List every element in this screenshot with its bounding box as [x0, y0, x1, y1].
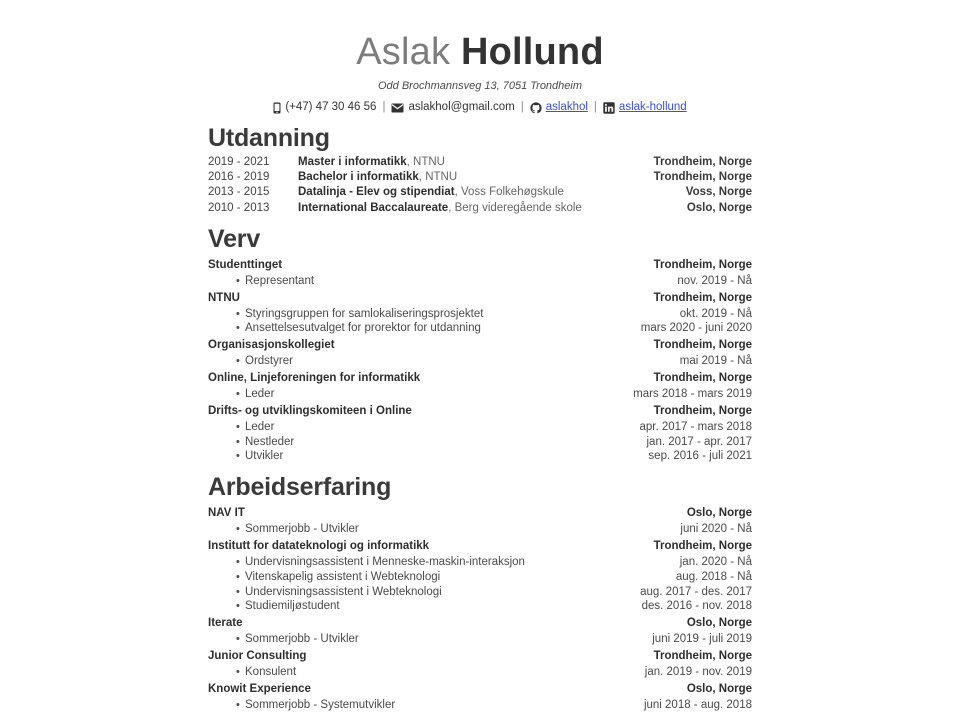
table-row: [208, 680, 752, 698]
org-block: [208, 504, 752, 537]
envelope-icon: [391, 103, 404, 113]
role-title: • Undervisningsassistent i Menneske-maskin-interaksjon: [245, 555, 525, 568]
section-title-verv: Verv: [208, 224, 261, 253]
education-date: 2010 - 2013: [208, 201, 270, 214]
list-item: [208, 420, 752, 435]
address-line: Odd Brochmannsveg 13, 7051 Trondheim: [377, 80, 583, 92]
github-icon: [530, 102, 542, 114]
email-address: aslakhol@gmail.com: [408, 101, 515, 113]
role-list: [208, 555, 752, 614]
education-degree: Bachelor i informatikk: [298, 171, 419, 184]
org-block: [208, 289, 752, 337]
linkedin-item[interactable]: [603, 100, 687, 115]
org-name: Institutt for datateknologi og informatikk: [208, 539, 430, 552]
table-row: [208, 402, 752, 420]
list-item: [208, 307, 752, 322]
table-row: [208, 256, 752, 274]
org-block: [208, 336, 752, 369]
list-item: [208, 555, 752, 570]
org-block: [208, 647, 752, 680]
contact-separator: |: [382, 101, 386, 113]
role-date: mars 2020 - juni 2020: [640, 322, 752, 335]
role-title: • Sommerjobb - Utvikler: [245, 523, 359, 536]
org-block: [208, 680, 752, 713]
table-row: [208, 155, 752, 170]
table-row: [208, 614, 752, 632]
section-utdanning: [208, 123, 752, 216]
first-name: Aslak: [356, 31, 451, 73]
role-list: [208, 698, 752, 713]
role-title: • Vitenskapelig assistent i Webteknologi: [245, 570, 441, 583]
role-date: jan. 2019 - nov. 2019: [644, 665, 752, 678]
org-block: [208, 369, 752, 402]
education-degree: Master i informatikk: [298, 156, 407, 168]
org-location: Oslo, Norge: [686, 507, 752, 520]
list-item: [208, 522, 752, 537]
role-list: [208, 665, 752, 680]
contact-separator: |: [520, 101, 524, 113]
linkedin-icon: [603, 102, 615, 114]
linkedin-link[interactable]: aslak-hollund: [618, 101, 687, 113]
education-main: [298, 201, 687, 216]
education-institution: NTNU: [413, 156, 445, 168]
github-link[interactable]: aslakhol: [545, 101, 588, 113]
table-row: [208, 170, 752, 185]
page-title: [208, 30, 752, 74]
role-date: mars 2018 - mars 2019: [633, 388, 752, 400]
section-title-arbeidserfaring: Arbeidserfaring: [208, 473, 392, 502]
org-block: [208, 614, 752, 647]
section-arbeidserfaring: [208, 472, 752, 712]
contact-separator: |: [593, 101, 597, 113]
table-row: [208, 289, 752, 307]
org-name: Studenttinget: [208, 258, 283, 271]
role-title: • Undervisningsassistent i Webteknologi: [245, 585, 442, 598]
education-institution: NTNU: [425, 171, 458, 184]
phone-number: (+47) 47 30 46 56: [285, 101, 377, 113]
org-name: Knowit Experience: [208, 682, 311, 695]
role-list: [208, 387, 752, 402]
phone-item: [273, 100, 376, 115]
education-comma: ,: [454, 186, 461, 199]
role-list: [208, 274, 752, 289]
education-location: Oslo, Norge: [686, 201, 752, 214]
role-title: • Leder: [245, 388, 275, 400]
role-date: apr. 2017 - mars 2018: [639, 420, 752, 433]
org-name: Iterate: [208, 617, 243, 630]
role-date: aug. 2017 - des. 2017: [640, 585, 752, 598]
table-row: [208, 201, 752, 216]
role-title: • Konsulent: [245, 665, 297, 678]
org-name: NTNU: [208, 291, 240, 304]
cv-content: [208, 0, 752, 713]
role-title: • Nestleder: [245, 435, 295, 448]
org-location: Trondheim, Norge: [653, 291, 752, 304]
list-item: [208, 585, 752, 600]
list-item: [208, 435, 752, 450]
org-block: [208, 537, 752, 614]
role-date: juni 2018 - aug. 2018: [643, 698, 752, 711]
github-item[interactable]: [530, 100, 588, 115]
table-row: [208, 504, 752, 522]
role-title: • Ordstyrer: [245, 355, 293, 368]
org-location: Oslo, Norge: [686, 617, 752, 630]
list-item: [208, 570, 752, 585]
contact-line: [208, 100, 752, 115]
table-row: [208, 537, 752, 555]
list-item: [208, 599, 752, 614]
education-main: [298, 185, 686, 200]
last-name: Hollund: [460, 31, 604, 73]
education-date: 2013 - 2015: [208, 186, 270, 199]
role-date: juni 2020 - Nå: [680, 523, 752, 536]
role-date: mai 2019 - Nå: [679, 355, 752, 368]
email-item: [391, 100, 514, 115]
org-location: Trondheim, Norge: [653, 404, 752, 417]
list-item: [208, 387, 752, 402]
education-degree: Datalinja - Elev og stipendiat: [298, 186, 455, 199]
list-item: [208, 321, 752, 336]
org-location: Trondheim, Norge: [653, 372, 752, 384]
role-title: • Utvikler: [245, 450, 284, 463]
role-date: nov. 2019 - Nå: [677, 274, 752, 287]
role-title: • Styringsgruppen for samlokaliseringsprosjektet: [245, 307, 484, 320]
education-date: 2016 - 2019: [208, 171, 270, 184]
role-list: [208, 307, 752, 337]
role-date: sep. 2016 - juli 2021: [648, 450, 752, 463]
role-date: juni 2019 - juli 2019: [652, 633, 752, 646]
role-date: jan. 2020 - Nå: [679, 555, 752, 568]
role-date: des. 2016 - nov. 2018: [641, 600, 752, 613]
section-title-utdanning: Utdanning: [208, 124, 330, 152]
section-verv: [208, 224, 752, 464]
org-location: Trondheim, Norge: [653, 258, 752, 271]
role-date: aug. 2018 - Nå: [675, 570, 752, 583]
education-main: [298, 170, 654, 185]
list-item: [208, 665, 752, 680]
list-item: [208, 274, 752, 289]
role-title: • Representant: [245, 274, 315, 287]
role-list: [208, 632, 752, 647]
role-title: • Sommerjobb - Utvikler: [245, 633, 359, 646]
mobile-phone-icon: [273, 102, 281, 114]
role-title: • Leder: [245, 420, 275, 433]
table-row: [208, 336, 752, 354]
role-title: • Ansettelsesutvalget for prorektor for utdanning: [245, 322, 481, 335]
org-name: Drifts- og utviklingskomiteen i Online: [208, 404, 412, 417]
org-block: [208, 402, 752, 464]
org-name: NAV IT: [208, 507, 245, 520]
org-name: Junior Consulting: [208, 649, 307, 662]
education-location: Voss, Norge: [685, 186, 752, 199]
education-comma: ,: [418, 171, 426, 184]
education-date: 2019 - 2021: [208, 156, 270, 168]
role-date: okt. 2019 - Nå: [679, 307, 752, 320]
org-name: Organisasjonskollegiet: [208, 339, 335, 352]
education-comma: ,: [448, 201, 455, 214]
education-location: Trondheim, Norge: [653, 171, 752, 184]
role-list: [208, 354, 752, 369]
education-institution: Voss Folkehøgskule: [460, 186, 564, 199]
role-date: jan. 2017 - apr. 2017: [646, 435, 752, 448]
role-list: [208, 522, 752, 537]
org-location: Trondheim, Norge: [653, 539, 752, 552]
table-row: [208, 369, 752, 387]
org-location: Oslo, Norge: [686, 682, 752, 695]
table-row: [208, 185, 752, 200]
education-main: [298, 155, 654, 170]
org-location: Trondheim, Norge: [653, 649, 752, 662]
education-comma: ,: [406, 156, 414, 168]
role-title: • Sommerjobb - Systemutvikler: [245, 698, 396, 711]
role-list: [208, 420, 752, 464]
list-item: [208, 354, 752, 369]
org-name: Online, Linjeforeningen for informatikk: [208, 372, 421, 384]
role-title: • Studiemiljøstudent: [245, 600, 340, 613]
table-row: [208, 647, 752, 665]
list-item: [208, 632, 752, 647]
education-institution: Berg videregående skole: [454, 201, 582, 214]
cv-header: [208, 0, 752, 115]
org-location: Trondheim, Norge: [653, 339, 752, 352]
education-location: Trondheim, Norge: [653, 156, 752, 168]
list-item: [208, 449, 752, 464]
org-block: [208, 256, 752, 289]
list-item: [208, 698, 752, 713]
education-degree: International Baccalaureate: [298, 201, 449, 214]
